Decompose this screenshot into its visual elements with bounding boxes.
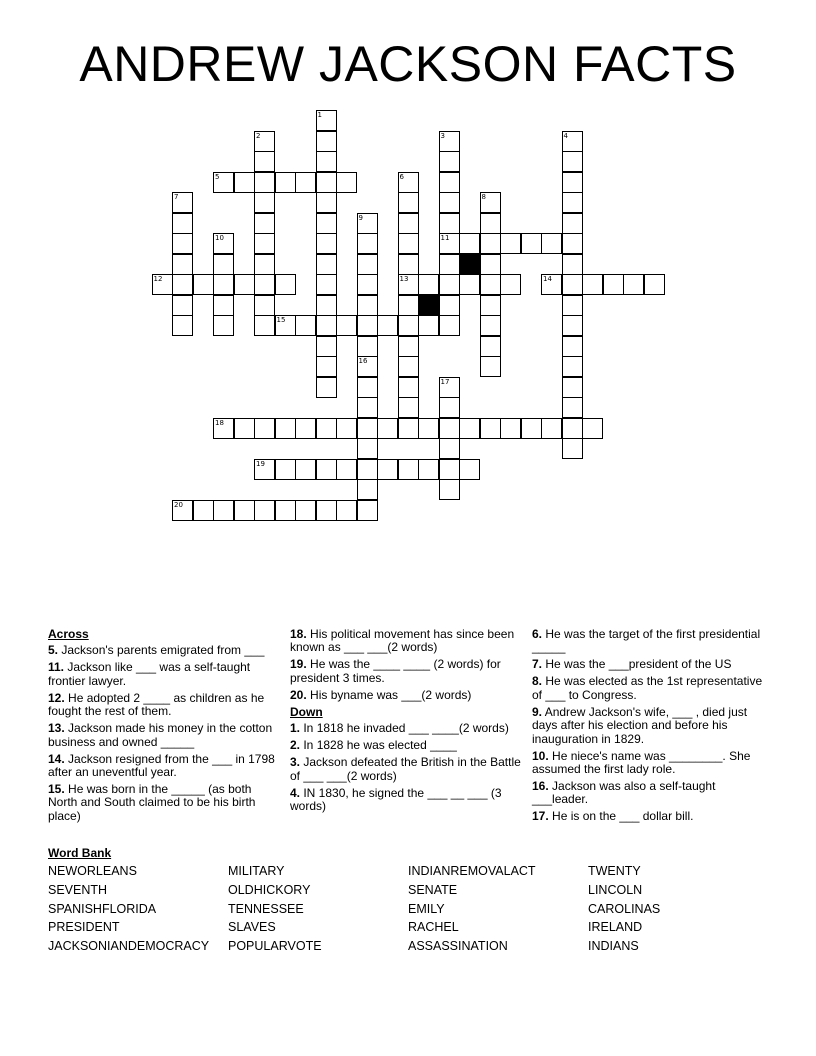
- grid-cell[interactable]: [316, 315, 337, 336]
- word-bank-item: INDIANS: [588, 939, 639, 954]
- clue: [290, 722, 522, 735]
- grid-cell[interactable]: [172, 295, 193, 316]
- grid-cell[interactable]: [275, 418, 296, 439]
- grid-cell[interactable]: [254, 172, 275, 193]
- clue-number: 13.: [48, 721, 65, 736]
- word-bank-item: TENNESSEE: [228, 901, 304, 916]
- clue-text: Jackson defeated the British in the Battle of ___ ___(2 words): [290, 755, 521, 783]
- grid-cell[interactable]: [562, 192, 583, 213]
- grid-cell[interactable]: [213, 274, 234, 295]
- grid-cell[interactable]: [213, 418, 234, 439]
- word-bank-item: JACKSONIANDEMOCRACY: [48, 939, 210, 954]
- across-clue-list: [48, 644, 280, 823]
- grid-cell[interactable]: [439, 479, 460, 500]
- grid-cell[interactable]: [582, 274, 603, 295]
- grid-cell[interactable]: [254, 315, 275, 336]
- grid-cell[interactable]: [439, 459, 460, 480]
- grid-cell[interactable]: [316, 233, 337, 254]
- grid-cell[interactable]: [295, 418, 316, 439]
- grid-cell[interactable]: [357, 233, 378, 254]
- grid-cell[interactable]: [234, 274, 255, 295]
- grid-cell[interactable]: [172, 315, 193, 336]
- grid-cell[interactable]: [398, 459, 419, 480]
- clue: [290, 787, 522, 814]
- grid-cell[interactable]: [193, 274, 214, 295]
- grid-cell[interactable]: [439, 397, 460, 418]
- grid-cell[interactable]: [357, 397, 378, 418]
- grid-cell[interactable]: [172, 500, 193, 521]
- word-bank-item: SEVENTH: [48, 882, 108, 897]
- grid-cell[interactable]: [480, 418, 501, 439]
- grid-cell-number: 12: [153, 275, 163, 283]
- grid-cell[interactable]: [480, 233, 501, 254]
- across-heading: Across: [48, 627, 89, 641]
- grid-cell[interactable]: [439, 254, 460, 275]
- grid-cell[interactable]: [398, 418, 419, 439]
- word-bank: [48, 864, 768, 958]
- clue: [532, 675, 764, 702]
- grid-cell-number: 9: [358, 213, 363, 222]
- grid-cell[interactable]: [357, 438, 378, 459]
- grid-cell[interactable]: [398, 274, 419, 295]
- clue-number: 3.: [290, 755, 301, 770]
- down-heading: Down: [290, 704, 323, 719]
- grid-cell[interactable]: [275, 459, 296, 480]
- word-bank-item: INDIANREMOVALACT: [408, 864, 536, 878]
- clue-text: His political movement has since been known as ___ ___(2 words): [290, 627, 515, 655]
- grid-cell[interactable]: [357, 356, 378, 377]
- grid-cell[interactable]: [254, 213, 275, 234]
- grid-cell[interactable]: [480, 274, 501, 295]
- grid-cell[interactable]: [336, 172, 357, 193]
- grid-cell[interactable]: [254, 192, 275, 213]
- grid-cell[interactable]: [480, 213, 501, 234]
- grid-cell[interactable]: [295, 459, 316, 480]
- grid-cell[interactable]: [254, 233, 275, 254]
- clue: [290, 628, 522, 655]
- grid-cell[interactable]: [562, 172, 583, 193]
- grid-cell[interactable]: [213, 172, 234, 193]
- grid-cell[interactable]: [541, 418, 562, 439]
- grid-cell[interactable]: [316, 131, 337, 152]
- grid-cell[interactable]: [562, 315, 583, 336]
- grid-cell[interactable]: [439, 213, 460, 234]
- grid-cell[interactable]: [357, 295, 378, 316]
- grid-cell[interactable]: [398, 315, 419, 336]
- word-bank-item: SLAVES: [228, 920, 276, 935]
- grid-cell-number: 3: [440, 131, 445, 140]
- grid-cell[interactable]: [500, 418, 521, 439]
- grid-cell[interactable]: [213, 295, 234, 316]
- grid-cell[interactable]: [439, 192, 460, 213]
- grid-cell[interactable]: [562, 438, 583, 459]
- grid-cell[interactable]: [541, 233, 562, 254]
- grid-cell[interactable]: [275, 500, 296, 521]
- clue-text: In 1818 he invaded ___ ____(2 words): [300, 721, 509, 736]
- page-title: ANDREW JACKSON FACTS: [79, 36, 737, 92]
- word-bank-item: TWENTY: [588, 864, 641, 878]
- word-bank-item: RACHEL: [408, 920, 459, 935]
- clue-text: He was born in the _____ (as both North and South claimed to be his birth place): [48, 782, 256, 823]
- grid-cell[interactable]: [213, 233, 234, 254]
- grid-cell[interactable]: [234, 172, 255, 193]
- clue: [290, 739, 522, 752]
- clue: [532, 628, 764, 655]
- grid-cell[interactable]: [562, 233, 583, 254]
- clue-text: Jackson made his money in the cotton business and owned _____: [48, 721, 273, 749]
- grid-cell[interactable]: [316, 274, 337, 295]
- grid-cell[interactable]: [562, 336, 583, 357]
- grid-cell[interactable]: [254, 500, 275, 521]
- clue: [290, 689, 522, 702]
- grid-cell[interactable]: [193, 500, 214, 521]
- grid-cell-number: 4: [563, 131, 568, 140]
- grid-cell[interactable]: [316, 151, 337, 172]
- word-bank-item: IRELAND: [588, 920, 643, 935]
- grid-cell[interactable]: [213, 315, 234, 336]
- clue: [48, 644, 280, 657]
- clue-number: 11.: [48, 660, 65, 675]
- grid-cell[interactable]: [418, 418, 439, 439]
- grid-cell[interactable]: [480, 356, 501, 377]
- grid-cell[interactable]: [418, 459, 439, 480]
- word-bank-item: EMILY: [408, 901, 445, 916]
- grid-cell[interactable]: [172, 233, 193, 254]
- grid-cell[interactable]: [480, 315, 501, 336]
- grid-cell-number: 17: [440, 377, 450, 386]
- grid-cell-number: 16: [358, 357, 368, 365]
- grid-cell[interactable]: [172, 192, 193, 213]
- clue-number: 20.: [290, 687, 307, 702]
- clue: [532, 658, 764, 671]
- grid-cell[interactable]: [623, 274, 644, 295]
- clue-number: 14.: [48, 751, 65, 766]
- grid-cell-number: 6: [399, 172, 404, 181]
- clue-number: 6.: [532, 627, 543, 641]
- clue: [48, 783, 280, 823]
- grid-cell-number: 10: [215, 234, 224, 242]
- grid-cell[interactable]: [357, 274, 378, 295]
- word-bank-item: OLDHICKORY: [228, 882, 311, 897]
- grid-cell[interactable]: [377, 459, 398, 480]
- clue-number: 4.: [290, 785, 301, 800]
- grid-cell[interactable]: [398, 295, 419, 316]
- grid-cell[interactable]: [480, 192, 501, 213]
- grid-cell[interactable]: [439, 295, 460, 316]
- grid-cell[interactable]: [398, 356, 419, 377]
- clue: [48, 753, 280, 780]
- grid-cell[interactable]: [439, 233, 460, 254]
- clue-text: IN 1830, he signed the ___ __ ___ (3 words): [290, 785, 502, 814]
- clue: [290, 756, 522, 783]
- grid-cell[interactable]: [336, 418, 357, 439]
- grid-cell[interactable]: [418, 315, 439, 336]
- clue-column-1: [48, 628, 280, 827]
- grid-cell[interactable]: [377, 418, 398, 439]
- grid-cell[interactable]: [316, 459, 337, 480]
- grid-cell[interactable]: [234, 500, 255, 521]
- clue-number: 7.: [532, 657, 543, 672]
- grid-cell[interactable]: [316, 500, 337, 521]
- grid-cell[interactable]: [644, 274, 665, 295]
- grid-cell[interactable]: [336, 500, 357, 521]
- word-bank-heading: Word Bank: [48, 846, 112, 860]
- grid-cell[interactable]: [562, 151, 583, 172]
- word-bank-item: POPULARVOTE: [228, 939, 322, 954]
- clue: [532, 706, 764, 746]
- grid-cell[interactable]: [562, 418, 583, 439]
- clue-number: 8.: [532, 674, 543, 689]
- grid-cell[interactable]: [562, 254, 583, 275]
- clue-number: 2.: [290, 738, 301, 753]
- grid-cell[interactable]: [336, 459, 357, 480]
- grid-cell[interactable]: [480, 336, 501, 357]
- grid-cell[interactable]: [500, 274, 521, 295]
- grid-cell[interactable]: [603, 274, 624, 295]
- grid-cell[interactable]: [316, 356, 337, 377]
- clue-number: 19.: [290, 657, 307, 672]
- grid-cell[interactable]: [316, 213, 337, 234]
- clue-text: He adopted 2 ____ as children as he fought the rest of them.: [48, 690, 265, 719]
- word-bank-item: LINCOLN: [588, 882, 643, 897]
- grid-cell[interactable]: [254, 459, 275, 480]
- clue-number: 9.: [532, 704, 543, 719]
- grid-cell[interactable]: [439, 274, 460, 295]
- grid-cell[interactable]: [459, 459, 480, 480]
- grid-cell-number: 14: [543, 275, 552, 283]
- grid-cell[interactable]: [562, 356, 583, 377]
- grid-cell[interactable]: [398, 192, 419, 213]
- clue-number: 5.: [48, 643, 59, 658]
- grid-cell[interactable]: [254, 274, 275, 295]
- grid-cell[interactable]: [172, 274, 193, 295]
- grid-cell[interactable]: [357, 479, 378, 500]
- grid-cell[interactable]: [377, 315, 398, 336]
- grid-cell-number: 19: [256, 459, 265, 468]
- grid-cell[interactable]: [439, 172, 460, 193]
- grid-cell[interactable]: [562, 397, 583, 418]
- grid-cell[interactable]: [500, 233, 521, 254]
- clue-number: 10.: [532, 748, 549, 763]
- grid-cell[interactable]: [398, 233, 419, 254]
- grid-cell[interactable]: [336, 315, 357, 336]
- grid-cell-number: 1: [317, 111, 322, 119]
- word-bank-item: CAROLINAS: [588, 901, 661, 916]
- grid-cell[interactable]: [480, 295, 501, 316]
- grid-cell[interactable]: [562, 377, 583, 398]
- grid-cell[interactable]: [418, 274, 439, 295]
- clue: [48, 661, 280, 688]
- grid-cell[interactable]: [316, 254, 337, 275]
- clue-number: 1.: [290, 721, 301, 736]
- grid-cell[interactable]: [398, 254, 419, 275]
- grid-cell[interactable]: [439, 131, 460, 152]
- black-grid-cell: [459, 254, 480, 275]
- grid-cell[interactable]: [316, 336, 337, 357]
- grid-cell[interactable]: [357, 213, 378, 234]
- clue-text: His byname was ___(2 words): [306, 687, 472, 702]
- grid-cell[interactable]: [459, 233, 480, 254]
- grid-cell[interactable]: [295, 315, 316, 336]
- grid-cell[interactable]: [357, 336, 378, 357]
- clue: [532, 810, 764, 823]
- word-bank-item: MILITARY: [228, 864, 285, 878]
- clue-number: 16.: [532, 779, 549, 794]
- grid-cell[interactable]: [316, 295, 337, 316]
- grid-cell[interactable]: [480, 254, 501, 275]
- grid-cell[interactable]: [254, 254, 275, 275]
- clue-number: 17.: [532, 809, 549, 824]
- grid-cell[interactable]: [254, 418, 275, 439]
- clue-text: He niece's name was ________. She assumed the first lady role.: [532, 748, 751, 777]
- grid-cell[interactable]: [172, 213, 193, 234]
- word-bank-item: SENATE: [408, 882, 458, 897]
- grid-cell[interactable]: [172, 254, 193, 275]
- clue-number: 12.: [48, 690, 65, 705]
- grid-cell[interactable]: [357, 500, 378, 521]
- clue-column-3: [532, 628, 764, 827]
- clue-text: He is on the ___ dollar bill.: [548, 809, 694, 824]
- grid-cell[interactable]: [316, 192, 337, 213]
- grid-cell[interactable]: [357, 254, 378, 275]
- clue-text: Jackson's parents emigrated from ___: [58, 643, 265, 658]
- grid-cell-number: 20: [174, 500, 183, 509]
- clue: [48, 722, 280, 749]
- clue: [532, 750, 764, 777]
- grid-cell[interactable]: [234, 418, 255, 439]
- grid-cell-number: 18: [215, 418, 224, 427]
- down-clue-list: [290, 722, 522, 813]
- grid-cell-number: 13: [399, 275, 409, 283]
- grid-cell[interactable]: [439, 438, 460, 459]
- grid-cell[interactable]: [439, 315, 460, 336]
- grid-cell[interactable]: [275, 172, 296, 193]
- word-bank-item: ASSASSINATION: [408, 939, 508, 954]
- word-bank-item: NEWORLEANS: [48, 864, 137, 878]
- across-clue-list-continued: [290, 628, 522, 702]
- clue-text: Jackson like ___ was a self-taught frontier lawyer.: [48, 660, 251, 688]
- grid-cell[interactable]: [521, 418, 542, 439]
- grid-cell-number: 15: [276, 316, 286, 324]
- grid-cell[interactable]: [357, 377, 378, 398]
- grid-cell[interactable]: [439, 151, 460, 172]
- grid-cell-number: 7: [174, 193, 179, 201]
- grid-cell[interactable]: [398, 336, 419, 357]
- down-clue-list-continued: [532, 628, 764, 824]
- clue-text: He was the target of the first presidential _____: [532, 627, 761, 655]
- grid-cell-number: 8: [481, 193, 486, 201]
- grid-cell[interactable]: [562, 131, 583, 152]
- grid-cell[interactable]: [398, 377, 419, 398]
- grid-cell[interactable]: [275, 315, 296, 336]
- grid-cell[interactable]: [316, 377, 337, 398]
- grid-cell[interactable]: [316, 172, 337, 193]
- grid-cell[interactable]: [398, 213, 419, 234]
- grid-cell[interactable]: [213, 254, 234, 275]
- grid-cell[interactable]: [398, 397, 419, 418]
- grid-cell[interactable]: [357, 418, 378, 439]
- grid-cell[interactable]: [459, 418, 480, 439]
- clue: [532, 780, 764, 807]
- clue-text: Jackson was also a self-taught ___leader.: [532, 779, 716, 807]
- grid-cell[interactable]: [357, 459, 378, 480]
- grid-cell[interactable]: [582, 418, 603, 439]
- clue-text: In 1828 he was elected ____: [300, 738, 457, 753]
- clue-column-2: [290, 628, 522, 817]
- clue-text: Andrew Jackson's wife, ___ , died just days after his election and before his inauguration in 1829.: [532, 704, 748, 746]
- clue: [290, 658, 522, 685]
- grid-cell[interactable]: [254, 295, 275, 316]
- grid-cell[interactable]: [459, 274, 480, 295]
- grid-cell[interactable]: [213, 500, 234, 521]
- grid-cell[interactable]: [439, 418, 460, 439]
- grid-cell[interactable]: [254, 131, 275, 152]
- grid-cell[interactable]: [316, 110, 337, 131]
- grid-cell[interactable]: [562, 295, 583, 316]
- grid-cell[interactable]: [562, 213, 583, 234]
- clue-number: 15.: [48, 782, 65, 797]
- grid-cell-number: 5: [215, 172, 220, 181]
- grid-cell[interactable]: [275, 274, 296, 295]
- clue-number: 18.: [290, 627, 307, 641]
- grid-cell[interactable]: [254, 151, 275, 172]
- grid-cell[interactable]: [562, 274, 583, 295]
- grid-cell[interactable]: [295, 172, 316, 193]
- grid-cell[interactable]: [398, 172, 419, 193]
- clue-text: He was the ____ ____ (2 words) for president 3 times.: [290, 657, 501, 685]
- grid-cell[interactable]: [295, 500, 316, 521]
- grid-cell-number: 2: [256, 131, 261, 140]
- word-bank-item: PRESIDENT: [48, 920, 120, 935]
- grid-cell[interactable]: [439, 377, 460, 398]
- grid-cell[interactable]: [152, 274, 173, 295]
- grid-cell[interactable]: [521, 233, 542, 254]
- clue: [48, 692, 280, 719]
- clue-text: He was elected as the 1st representative of ___ to Congress.: [532, 674, 763, 702]
- word-bank-item: SPANISHFLORIDA: [48, 901, 157, 916]
- grid-cell[interactable]: [541, 274, 562, 295]
- grid-cell-number: 11: [440, 234, 450, 242]
- grid-cell[interactable]: [357, 315, 378, 336]
- black-grid-cell: [418, 295, 439, 316]
- grid-cell[interactable]: [316, 418, 337, 439]
- clue-text: He was the ___president of the US: [542, 657, 732, 672]
- clue-text: Jackson resigned from the ___ in 1798 after an uneventful year.: [48, 751, 275, 780]
